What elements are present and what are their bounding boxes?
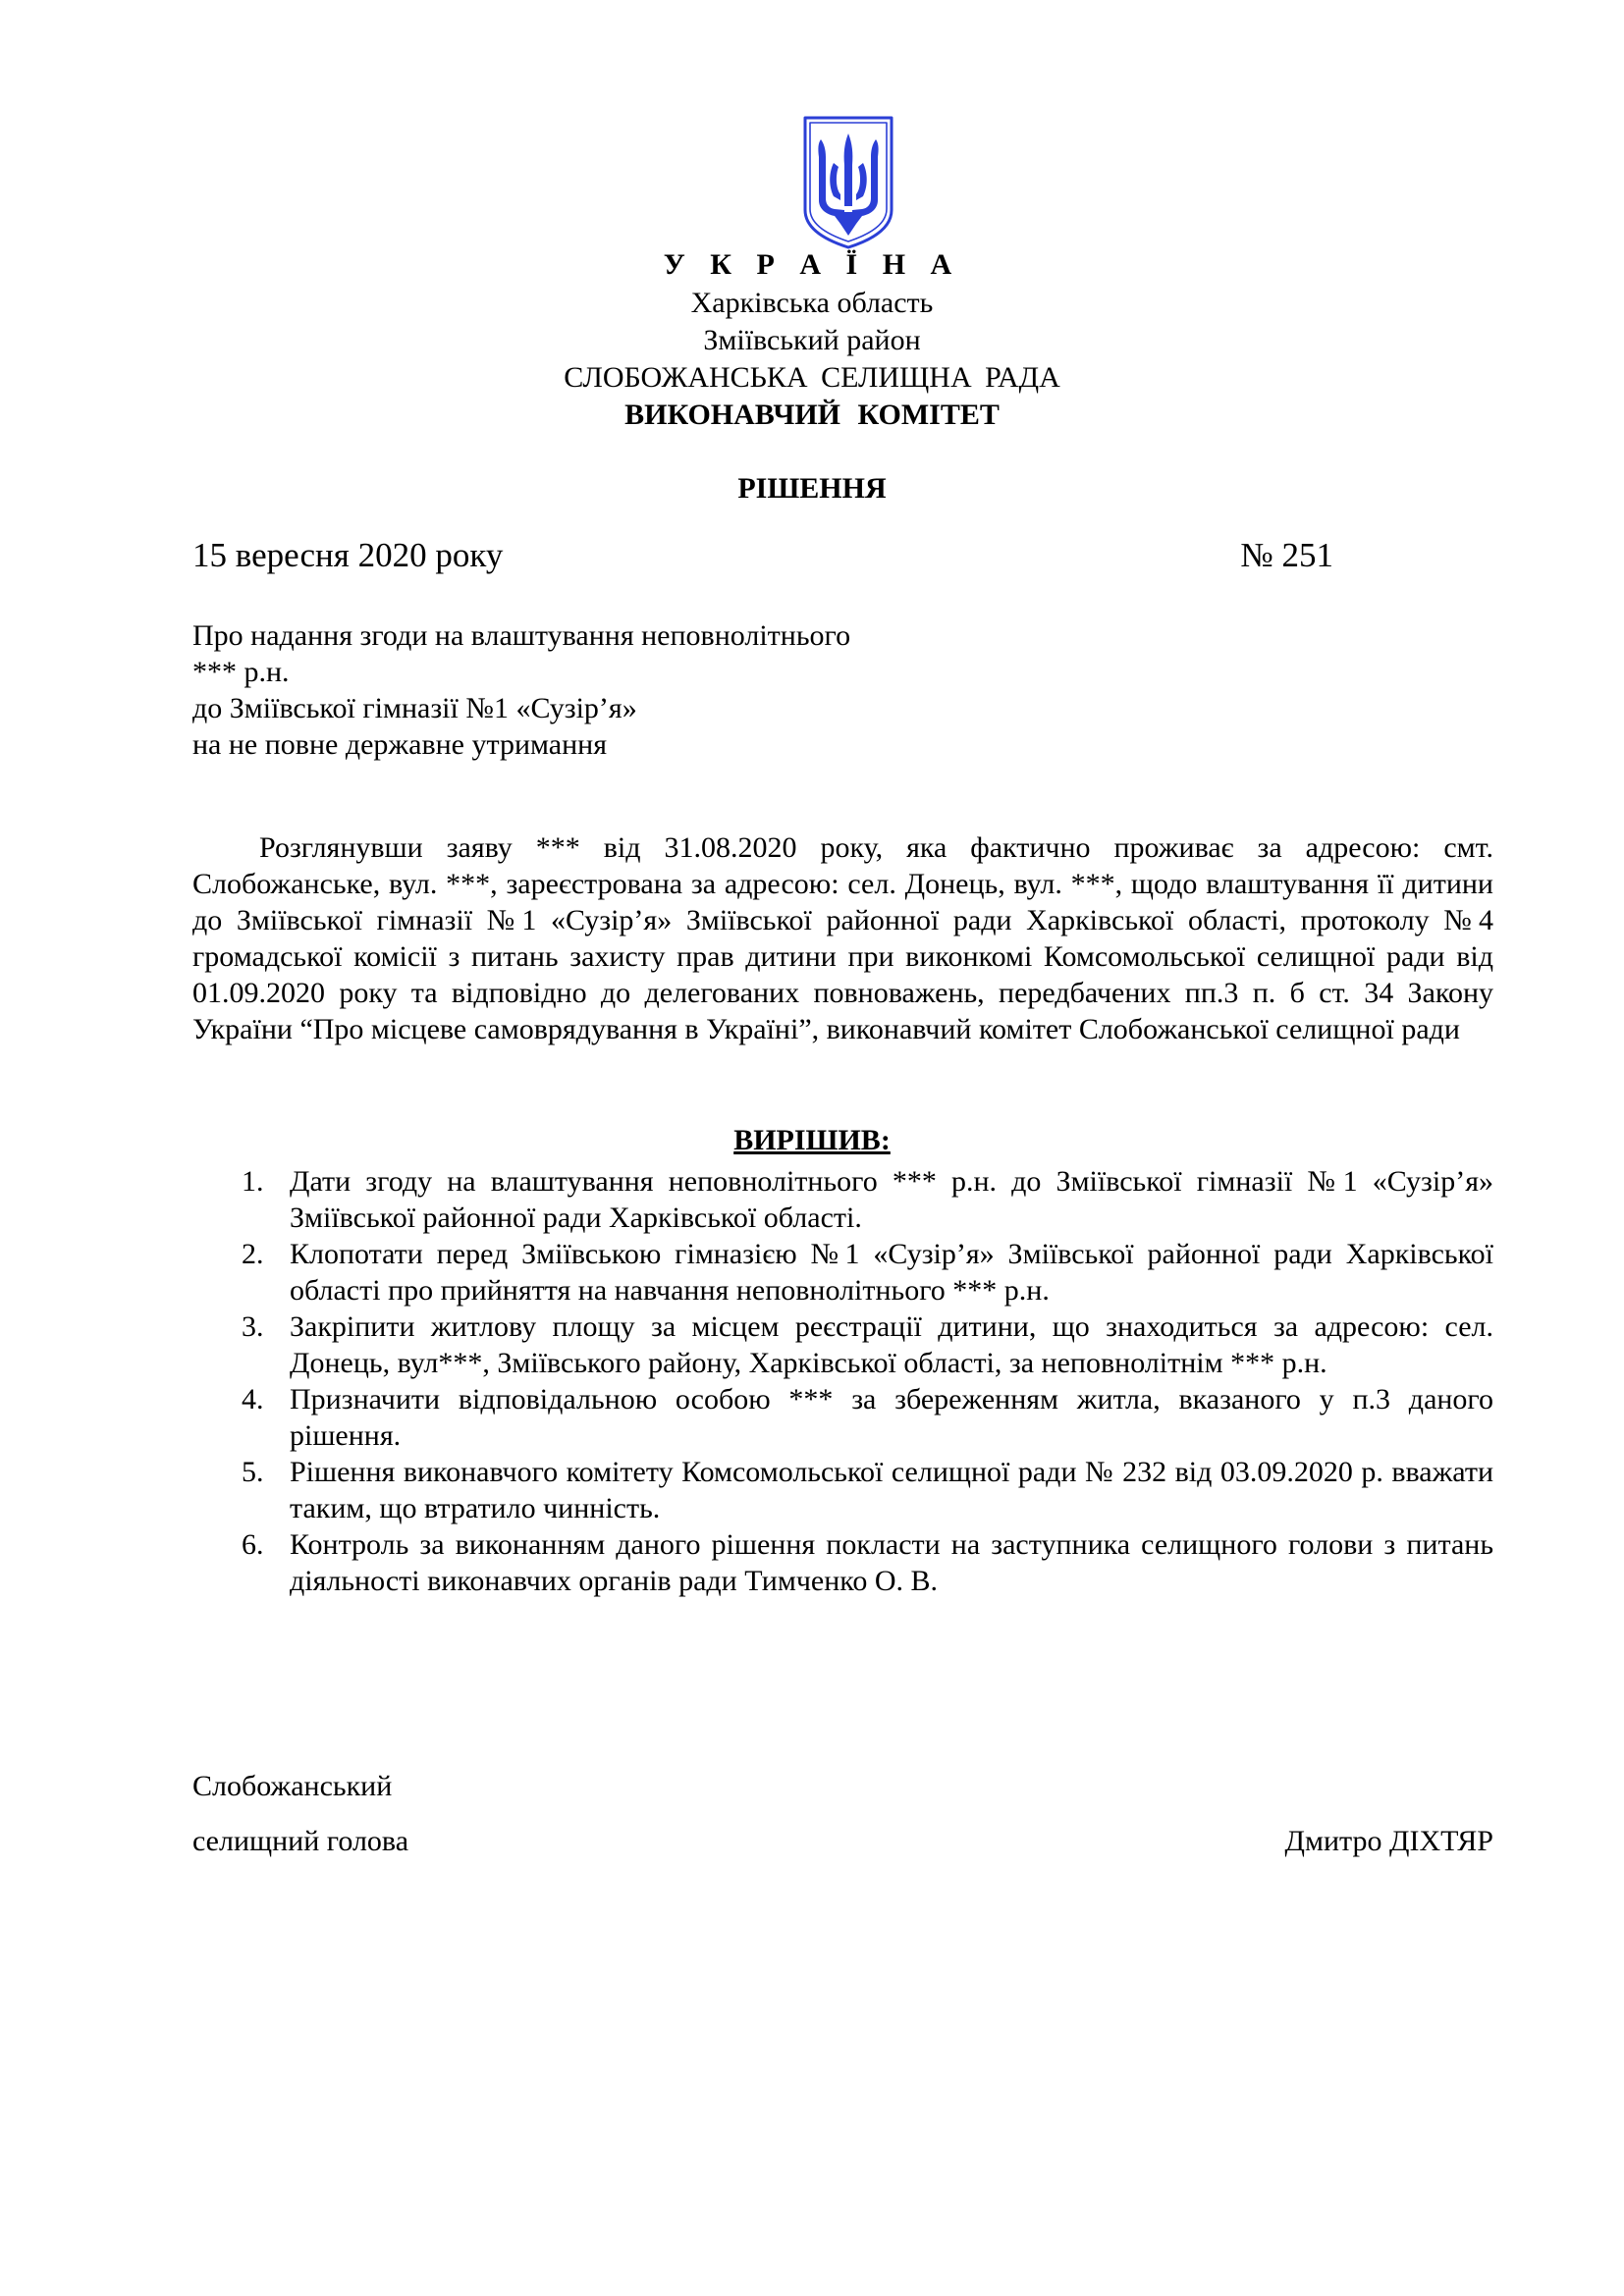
decision-subject — [192, 617, 850, 763]
point-text: Рішення виконавчого комітету Комсомольської селищної ради № 232 від 03.09.2020 р. вважати таким, що втратило чинність. — [290, 1456, 1493, 1524]
resolution-point — [192, 1236, 1493, 1308]
subject-line: на не повне державне утримання — [192, 728, 608, 761]
point-text: Закріпити житлову площу за місцем реєстрації дитини, що знаходиться за адресою: сел. Донець, вул***, Зміївського району, Харківської області, за неповнолітнім *** р.н. — [290, 1310, 1493, 1379]
coat-of-arms-trident-icon — [801, 114, 895, 249]
resolution-point — [192, 1454, 1493, 1526]
signature-block — [192, 1759, 1493, 1869]
signatory-title-line2: селищний голова — [192, 1825, 409, 1857]
point-number: 6. — [242, 1528, 264, 1561]
resolution-point — [192, 1308, 1493, 1381]
point-number: 2. — [242, 1238, 264, 1270]
preamble-paragraph: Розглянувши заяву *** від 31.08.2020 року, яка фактично проживає за адресою: смт. Слобожанське, вул. ***, зареєстрована за адресою: сел. Донець, вул. ***, щодо влаштування її дитини до Зміївської гімназії №1 «Сузір’я» Зміївської районної ради Харківської області, протоколу №4 громадської комісії з питань захисту прав дитини при виконкомі Комсомольської селищної ради від 01.09.2020 року та відповідно до делегованих повноважень, передбачених пп.3 п. б ст. 34 Закону України “Про місцеве самоврядування в Україні”, виконавчий комітет Слобожанської селищної ради — [192, 831, 1493, 1045]
resolution-point — [192, 1163, 1493, 1236]
subject-line: Про надання згоди на влаштування неповнолітнього — [192, 619, 851, 652]
region-name: Харківська область — [690, 287, 934, 319]
resolution-points — [192, 1163, 1493, 1599]
date-number-line — [192, 536, 1333, 575]
point-text: Дати згоду на влаштування неповнолітнього *** р.н. до Зміївської гімназії №1 «Сузір’я» Зміївської районної ради Харківської області. — [290, 1165, 1493, 1234]
resolution-point — [192, 1381, 1493, 1454]
subject-line: до Зміївської гімназії №1 «Сузір’я» — [192, 692, 637, 724]
council-name: СЛОБОЖАНСЬКА СЕЛИЩНА РАДА — [564, 361, 1060, 394]
point-text: Призначити відповідальною особою *** за збереженням житла, вказаного у п.3 даного рішення. — [290, 1383, 1493, 1452]
resolved-heading: ВИРІШИВ: — [733, 1124, 891, 1156]
signatory-name: Дмитро ДІХТЯР — [1284, 1825, 1493, 1857]
decision-date: 15 вересня 2020 року — [192, 536, 504, 574]
point-text: Контроль за виконанням даного рішення покласти на заступника селищного голови з питань діяльності виконавчих органів ради Тимченко О. В. — [290, 1528, 1493, 1597]
committee-name: ВИКОНАВЧИЙ КОМІТЕТ — [624, 399, 1000, 431]
point-number: 4. — [242, 1383, 264, 1415]
country-name: У К Р А Ї Н А — [663, 248, 961, 281]
decision-number: № 251 — [1240, 536, 1333, 574]
point-text: Клопотати перед Зміївською гімназією №1 «Сузір’я» Зміївської районної ради Харківської області про прийняття на навчання неповнолітнього *** р.н. — [290, 1238, 1493, 1307]
subject-line: *** р.н. — [192, 656, 290, 688]
point-number: 3. — [242, 1310, 264, 1343]
district-name: Зміївський район — [703, 324, 921, 356]
resolution-point — [192, 1526, 1493, 1599]
point-number: 1. — [242, 1165, 264, 1198]
document-type: РІШЕННЯ — [737, 472, 887, 505]
point-number: 5. — [242, 1456, 264, 1488]
signatory-title-line1: Слобожанський — [192, 1770, 393, 1802]
